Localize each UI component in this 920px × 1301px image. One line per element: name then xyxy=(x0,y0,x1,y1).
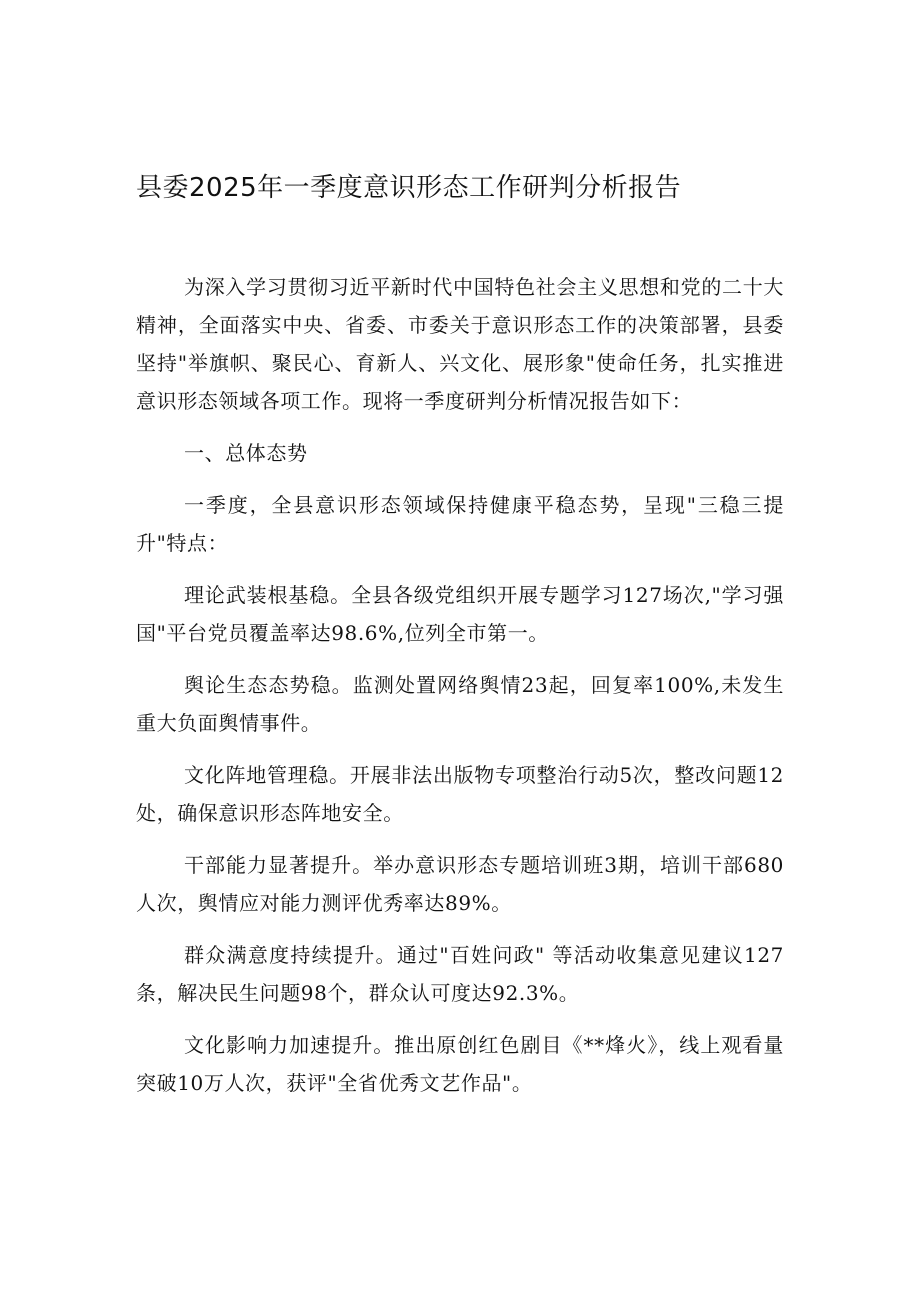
document-title: 县委2025年一季度意识形态工作研判分析报告 xyxy=(136,173,682,203)
overview-paragraph: 一季度，全县意识形态领域保持健康平稳态势，呈现"三稳三提升"特点： xyxy=(136,493,784,555)
document-body xyxy=(136,268,784,1116)
point-cultural-influence-improve: 文化影响力加速提升。推出原创红色剧目《**烽火》，线上观看量突破10万人次，获评"全省优秀文艺作品"。 xyxy=(136,1033,784,1095)
intro-paragraph: 为深入学习贯彻习近平新时代中国特色社会主义思想和党的二十大精神，全面落实中央、省委、市委关于意识形态工作的决策部署，县委坚持"举旗帜、聚民心、育新人、兴文化、展形象"使命任务，扎实推进意识形态领域各项工作。现将一季度研判分析情况报告如下： xyxy=(136,275,784,413)
point-cadre-ability-improve: 干部能力显著提升。举办意识形态专题培训班3期，培训干部680人次，舆情应对能力测评优秀率达89%。 xyxy=(136,853,784,915)
section-heading-overall: 一、总体态势 xyxy=(184,441,308,465)
point-culture-position-stable: 文化阵地管理稳。开展非法出版物专项整治行动5次，整改问题12处，确保意识形态阵地安全。 xyxy=(136,763,784,825)
point-theory-stable: 理论武装根基稳。全县各级党组织开展专题学习127场次,"学习强国"平台党员覆盖率达98.6%,位列全市第一。 xyxy=(136,583,784,645)
point-opinion-stable: 舆论生态态势稳。监测处置网络舆情23起，回复率100%,未发生重大负面舆情事件。 xyxy=(136,673,784,735)
point-public-satisfaction-improve: 群众满意度持续提升。通过"百姓问政" 等活动收集意见建议127条，解决民生问题98个，群众认可度达92.3%。 xyxy=(136,943,784,1005)
